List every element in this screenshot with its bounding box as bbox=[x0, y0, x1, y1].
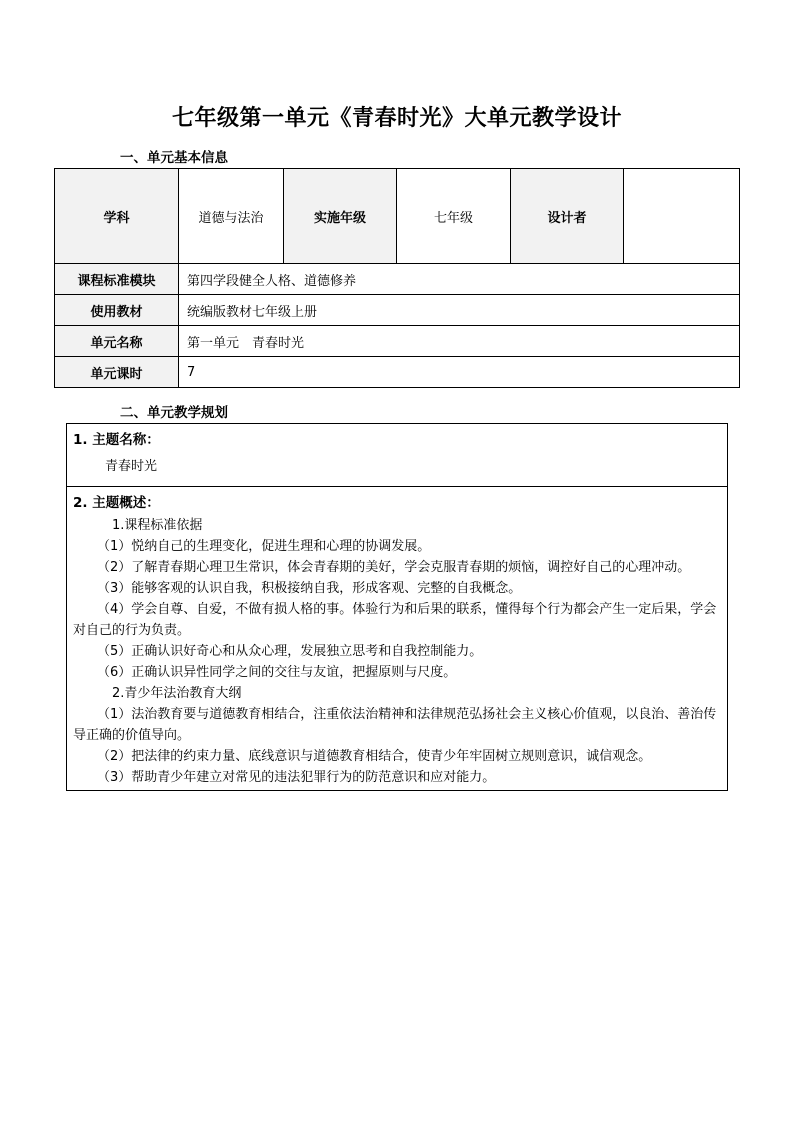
unit-label: 单元名称 bbox=[55, 326, 179, 357]
topic-value: 青春时光 bbox=[105, 459, 158, 474]
basic-info-table bbox=[54, 168, 740, 388]
table-row bbox=[55, 357, 740, 388]
table-row bbox=[55, 264, 740, 295]
list-item: （3）能够客观的认识自我，积极接纳自我，形成客观、完整的自我概念。 bbox=[97, 581, 522, 596]
teaching-plan-table bbox=[66, 423, 728, 791]
part2-heading: 2.青少年法治教育大纲 bbox=[112, 686, 242, 701]
part1-list bbox=[73, 536, 719, 683]
overview-heading: 2. 主题概述： bbox=[73, 495, 160, 511]
part1-heading: 1.课程标准依据 bbox=[112, 518, 203, 533]
unit-value: 第一单元 青春时光 bbox=[179, 326, 740, 357]
table-row bbox=[55, 295, 740, 326]
list-item: （4）学会自尊、自爱，不做有损人格的事。体验行为和后果的联系，懂得每个行为都会产生一定后果，学会对自己的行为负责。 bbox=[73, 602, 717, 638]
part2-list bbox=[73, 704, 719, 788]
hours-value: 7 bbox=[179, 357, 740, 388]
module-value: 第四学段健全人格、道德修养 bbox=[179, 264, 740, 295]
module-label: 课程标准模块 bbox=[55, 264, 179, 295]
document-title: 七年级第一单元《青春时光》大单元教学设计 bbox=[171, 106, 622, 131]
table-row bbox=[67, 424, 728, 487]
list-item: （1）法治教育要与道德教育相结合，注重依法治精神和法律规范弘扬社会主义核心价值观，以良治、善治传导正确的价值导向。 bbox=[73, 707, 717, 743]
table-row bbox=[67, 487, 728, 791]
table-row bbox=[55, 169, 740, 264]
list-item: （3）帮助青少年建立对常见的违法犯罪行为的防范意识和应对能力。 bbox=[97, 770, 496, 785]
list-item: （6）正确认识异性同学之间的交往与友谊，把握原则与尺度。 bbox=[97, 665, 457, 680]
section-plan-heading: 二、单元教学规划 bbox=[120, 405, 228, 421]
textbook-value: 统编版教材七年级上册 bbox=[179, 295, 740, 326]
list-item: （1）悦纳自己的生理变化，促进生理和心理的协调发展。 bbox=[97, 539, 431, 554]
list-item: （2）把法律的约束力量、底线意识与道德教育相结合，使青少年牢固树立规则意识，诚信观念。 bbox=[97, 749, 652, 764]
list-item: （5）正确认识好奇心和从众心理，发展独立思考和自我控制能力。 bbox=[97, 644, 483, 659]
table-row bbox=[55, 326, 740, 357]
textbook-label: 使用教材 bbox=[55, 295, 179, 326]
hours-label: 单元课时 bbox=[55, 357, 179, 388]
grade-value: 七年级 bbox=[397, 169, 511, 264]
designer-value bbox=[624, 169, 740, 264]
grade-label: 实施年级 bbox=[284, 169, 397, 264]
list-item: （2）了解青春期心理卫生常识，体会青春期的美好，学会克服青春期的烦恼，调控好自己的心理冲动。 bbox=[97, 560, 691, 575]
subject-value: 道德与法治 bbox=[179, 169, 284, 264]
subject-label: 学科 bbox=[55, 169, 179, 264]
section-basic-info-heading: 一、单元基本信息 bbox=[120, 150, 228, 166]
designer-label: 设计者 bbox=[511, 169, 624, 264]
topic-heading: 1. 主题名称： bbox=[73, 432, 160, 448]
